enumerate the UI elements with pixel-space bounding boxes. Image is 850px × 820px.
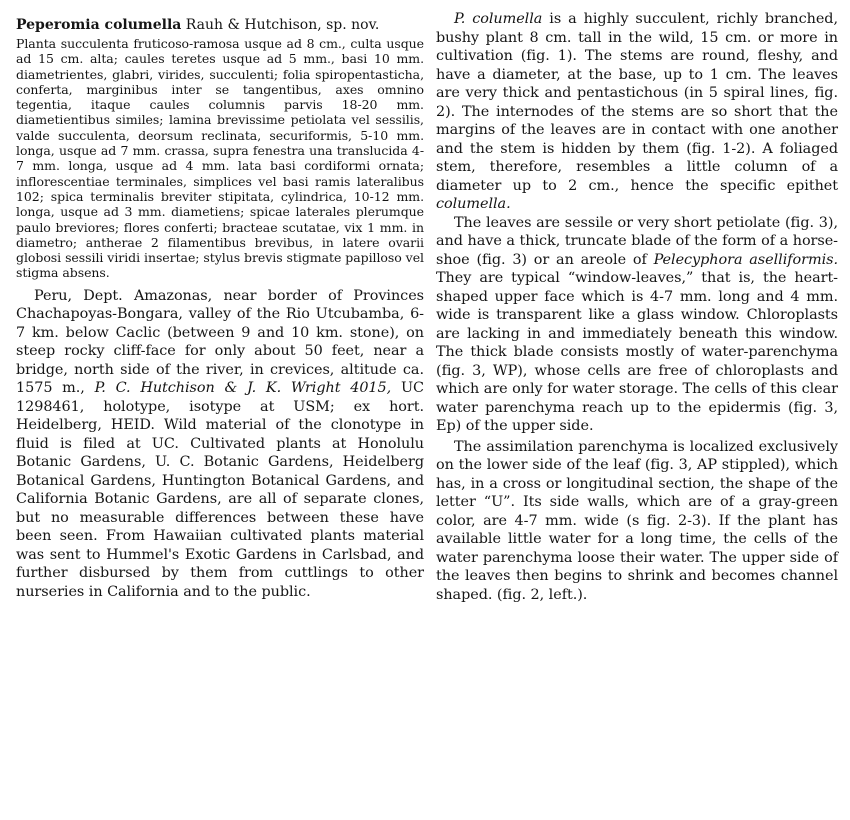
specific-epithet: columella.	[436, 196, 511, 212]
species-authority: Rauh & Hutchison, sp. nov.	[181, 17, 380, 33]
paragraph-description	[436, 10, 838, 214]
pelecyphora-ref: Pelecyphora aselliformis.	[653, 251, 838, 268]
paragraph-leaves-text-b: They are typical “window-leaves,” that is, the heart-shaped upper face which is 4-7 mm. long and 4 mm. wide is transparent like a glass window. Chloroplasts are lacking in and immediately beneath this window. The thick blade consists mostly of water-parenchyma (fig. 3, WP), whose cells are free of chloroplasts and which are only for water storage. The cells of this clear water parenchyma reach up to the epidermis (fig. 3, Ep) of the upper side.	[436, 270, 838, 434]
paragraph-description-text: is a highly succulent, richly branched, bushy plant 8 cm. tall in the wild, 15 cm. or more in cultivation (fig. 1). The stems are round, fleshy, and have a diameter, at the base, up to 1 cm. The leaves are very thick and pentastichous (in 5 spiral lines, fig. 2). The internodes of the stems are so short that the margins of the leaves are in contact with one another and the stem is hidden by them (fig. 1-2). A foliaged stem, therefore, resembles a little column of a diameter up to 2 cm., hence the specific epithet	[436, 11, 838, 194]
locality-text-a: Peru, Dept. Amazonas, near border of Provinces Chachapoyas-Bongara, valley of the Rio Utcubamba, 6-7 km. below Caclic (between 9 and 10 km. stone), on steep rocky cliff-face for only about 50 feet, near a bridge, north side of the river, in crevices, altitude ca. 1575 m.,	[16, 287, 424, 397]
paragraph-leaves	[436, 214, 838, 436]
locality-text-b: UC 1298461, holotype, isotype at USM; ex hort. Heidelberg, HEID. Wild material of the clonotype in fluid is filed at UC. Cultivated plants at Honolulu Botanic Gardens, U. C. Botanic Gardens, Heidelberg Botanical Gardens, Huntington Botanical Gardens, and California Botanic Gardens, are all of separate clones, but no measurable differences between these have been seen. From Hawaiian cultivated plants material was sent to Hummel's Exotic Gardens in Carlsbad, and further disbursed by them from cuttlings to other nurseries in California and to the public.	[16, 380, 424, 600]
paragraph-assimilation: The assimilation parenchyma is localized exclusively on the lower side of the leaf (fig. 3, AP stippled), which has, in a cross or longitudinal section, the shape of the letter “U”. Its side walls, which are of a gray-green color, are 4-7 mm. wide (s fig. 2-3). If the plant has available little water for a long time, the cells of the water parenchyma loose their water. The upper side of the leaves then begins to shrink and becomes channel shaped. (fig. 2, left.).	[436, 438, 838, 603]
paragraph-leaves-text-a: The leaves are sessile or very short petiolate (fig. 3), and have a thick, truncate blade of the form of a horse-shoe (fig. 3) or an areole of	[436, 214, 838, 268]
species-name: Peperomia columella	[16, 17, 182, 33]
collector-citation: P. C. Hutchison & J. K. Wright 4015,	[94, 380, 392, 397]
species-ref: P. columella	[454, 11, 543, 27]
species-heading	[16, 16, 424, 34]
left-column	[16, 10, 424, 601]
locality-paragraph	[16, 287, 424, 602]
right-column	[436, 10, 838, 604]
latin-description: Planta succulenta fruticoso-ramosa usque ad 8 cm., culta usque ad 15 cm. alta; caules teretes usque ad 5 mm., basi 10 mm. diametrientes, glabri, virides, succulenti; folia spiropentasticha, conferta, marginibus inter se tangentibus, axes omnino tegentia, itaque caules columnis parvis 18-20 mm. diametientibus similes; lamina brevissime petiolata vel sessilis, valde succulenta, deorsum reclinata, securiformis, 5-10 mm. longa, usque ad 7 mm. crassa, supra fenestra una translucida 4-7 mm. longa, usque ad 4 mm. lata basi cordiformi ornata; inflorescentiae terminales, simplices vel basi ramis lateralibus 102; spica terminalis breviter stipitata, cylindrica, 10-12 mm. longa, usque ad 3 mm. diametiens; spicae laterales plerumque paulo breviores; flores conferti; bracteae scutatae, vix 1 mm. in diametro; antherae 2 filamentibus brevibus, in latere ovarii globosi sessili viridi insertae; stylus brevis stigmate papilloso vel stigma absens.	[16, 36, 424, 281]
